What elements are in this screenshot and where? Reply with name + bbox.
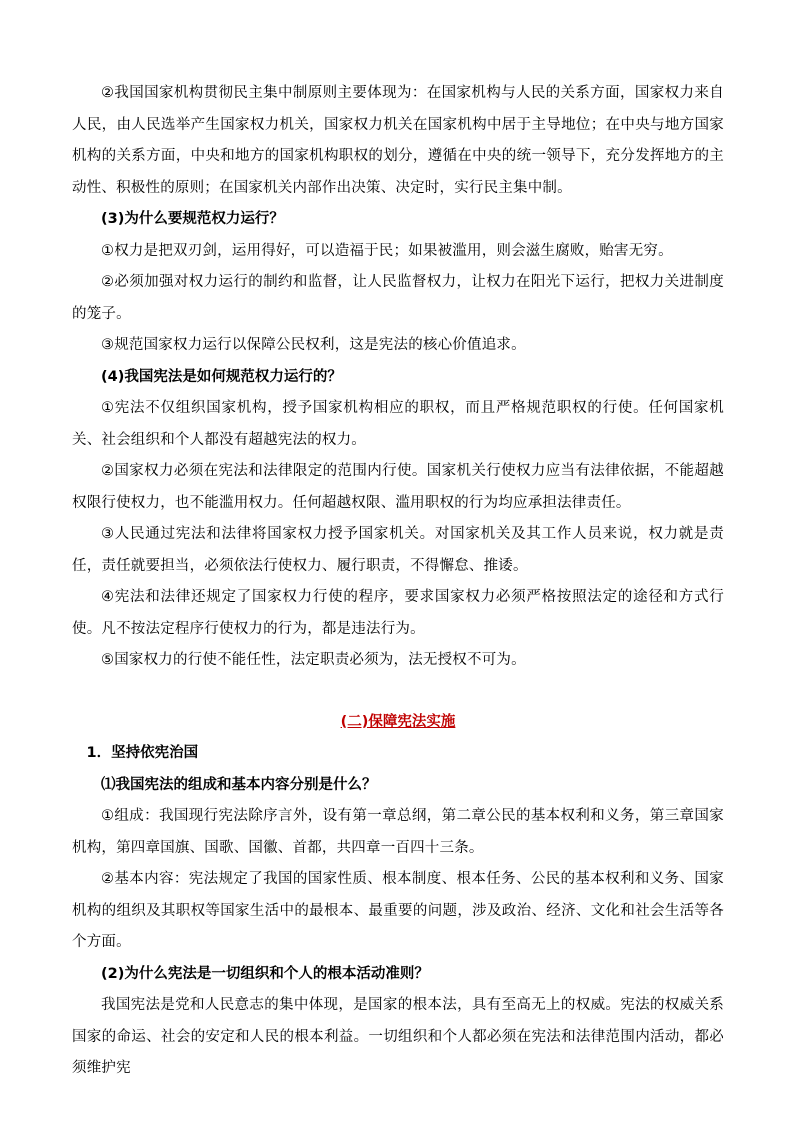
subsection-heading: 1．坚持依宪治国 (86, 745, 199, 761)
subsection-question-1: ⑴我国宪法的组成和基本内容分别是什么？ (101, 776, 377, 793)
subsection-question-1-answer-1: ①组成：我国现行宪法除序言外，设有第一章总纲，第二章公民的基本权利和义务，第三章国家机构，第四章国旗、国歌、国徽、首都，共四章一百四十三条。 (72, 808, 724, 856)
question-4-answer-5: ⑤国家权力的行使不能任性，法定职责必须为，法无授权不可为。 (101, 652, 526, 668)
question-4-answer-3: ③人民通过宪法和法律将国家权力授予国家机关。对国家机关及其工作人员来说，权力就是责任，责任就要担当，必须依法行使权力、履行职责，不得懈怠、推诿。 (72, 526, 724, 574)
question-3-heading: (3)为什么要规范权力运行？ (101, 211, 284, 227)
question-4-heading: (4)我国宪法是如何规范权力运行的？ (101, 368, 342, 385)
document-page (72, 78, 724, 1085)
section-2-title: (二)保障宪法实施 (340, 713, 456, 730)
subsection-question-2-answer-1: 我国宪法是党和人民意志的集中体现，是国家的根本法，具有至高无上的权威。宪法的权威关系国家的命运、社会的安定和人民的根本利益。一切组织和个人都必须在宪法和法律范围内活动，都必须维护宪 (72, 997, 724, 1076)
question-3-answer-3: ③规范国家权力运行以保障公民权利，这是宪法的核心价值追求。 (101, 337, 526, 353)
subsection-question-2: (2)为什么宪法是一切组织和个人的根本活动准则？ (101, 965, 429, 982)
question-4-answer-1: ①宪法不仅组织国家机构，授予国家机构相应的职权，而且严格规范职权的行使。任何国家机关、社会组织和个人都没有超越宪法的权力。 (72, 400, 724, 448)
question-3-answer-1: ①权力是把双刃剑，运用得好，可以造福于民；如果被滥用，则会滋生腐败，贻害无穷。 (101, 242, 673, 259)
section-spacer (72, 677, 724, 707)
question-4-answer-4: ④宪法和法律还规定了国家权力行使的程序，要求国家权力必须严格按照法定的途径和方式行使。凡不按法定程序行使权力的行为，都是违法行为。 (72, 589, 724, 637)
question-3-answer-2: ②必须加强对权力运行的制约和监督，让人民监督权力，让权力在阳光下运行，把权力关进制度的笼子。 (72, 274, 724, 322)
question-4-answer-2: ②国家权力必须在宪法和法律限定的范围内行使。国家机关行使权力应当有法律依据，不能超越权限行使权力，也不能滥用权力。任何超越权限、滥用职权的行为均应承担法律责任。 (72, 463, 724, 511)
subsection-question-1-answer-2: ②基本内容：宪法规定了我国的国家性质、根本制度、根本任务、公民的基本权利和义务、国家机构的组织及其职权等国家生活中的最根本、最重要的问题，涉及政治、经济、文化和社会生活等各个方面。 (72, 871, 724, 950)
paragraph-democratic-centralism: ②我国国家机构贯彻民主集中制原则主要体现为：在国家机构与人民的关系方面，国家权力来自人民，由人民选举产生国家权力机关，国家权力机关在国家机构中居于主导地位；在中央与地方国家机构的关系方面，中央和地方的国家机构职权的划分，遵循在中央的统一领导下，充分发挥地方的主动性、积极性的原则；在国家机关内部作出决策、决定时，实行民主集中制。 (72, 85, 724, 196)
